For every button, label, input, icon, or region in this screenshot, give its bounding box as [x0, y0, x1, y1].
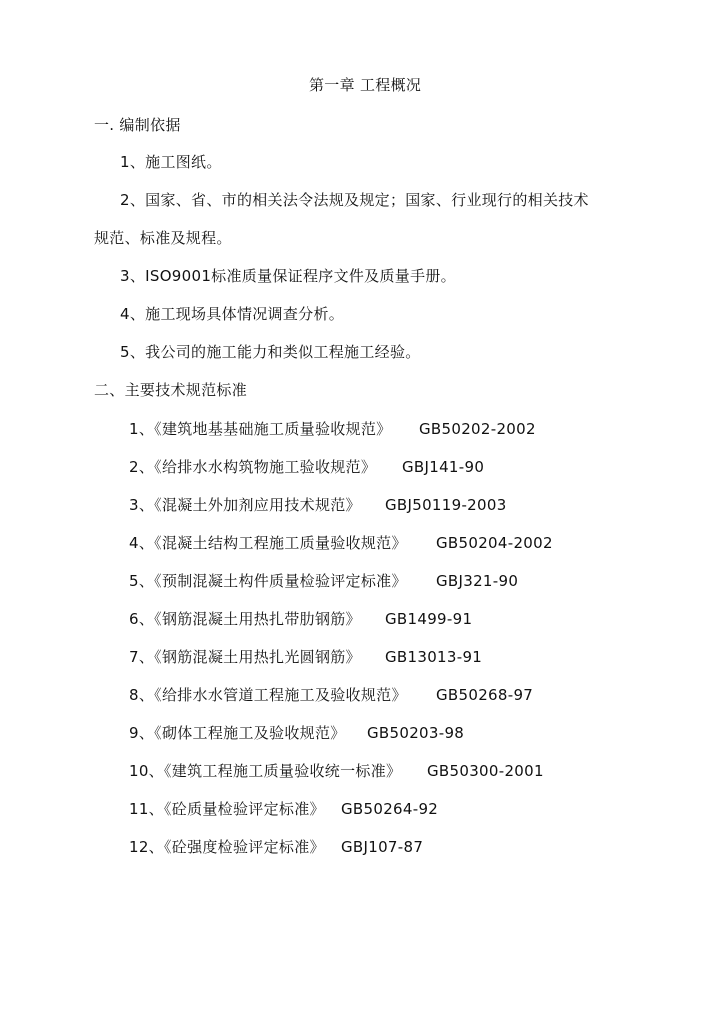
- standard-code: GBJ107-87: [341, 838, 424, 856]
- chapter-title: 第一章 工程概况: [309, 76, 422, 94]
- standard-name: 3、《混凝土外加剂应用技术规范》: [129, 496, 361, 514]
- standard-code: GB50202-2002: [419, 420, 536, 438]
- standard-code: GB50264-92: [341, 800, 439, 818]
- basis-item-continuation: 规范、标准及规程。: [94, 229, 232, 247]
- standard-row: [129, 457, 485, 477]
- standard-code: GB50300-2001: [427, 762, 544, 780]
- standard-code: GB1499-91: [385, 610, 473, 628]
- standard-name: 9、《砌体工程施工及验收规范》: [129, 724, 346, 742]
- standard-row: [129, 495, 507, 515]
- standard-row: [129, 647, 483, 667]
- standard-code: GB50268-97: [436, 686, 534, 704]
- standard-code: GB50204-2002: [436, 534, 553, 552]
- standard-row: [129, 761, 544, 781]
- standard-row: [129, 799, 439, 819]
- standard-row: [129, 837, 424, 857]
- standard-code: GBJ321-90: [436, 572, 519, 590]
- standard-code: GB13013-91: [385, 648, 483, 666]
- basis-item: 3、ISO9001标准质量保证程序文件及质量手册。: [120, 267, 456, 285]
- basis-item: 4、施工现场具体情况调查分析。: [120, 305, 345, 323]
- standard-name: 1、《建筑地基基础施工质量验收规范》: [129, 420, 392, 438]
- basis-item: 1、施工图纸。: [120, 153, 222, 171]
- standard-name: 6、《钢筋混凝土用热扎带肋钢筋》: [129, 610, 361, 628]
- standard-code: GB50203-98: [367, 724, 465, 742]
- standard-row: [129, 723, 465, 743]
- standard-name: 12、《砼强度检验评定标准》: [129, 838, 325, 856]
- standard-row: [129, 609, 473, 629]
- standard-row: [129, 685, 534, 705]
- standard-name: 7、《钢筋混凝土用热扎光圆钢筋》: [129, 648, 361, 666]
- basis-item: 2、国家、省、市的相关法令法规及规定；国家、行业现行的相关技术: [120, 191, 589, 209]
- standard-name: 4、《混凝土结构工程施工质量验收规范》: [129, 534, 407, 552]
- standard-name: 5、《预制混凝土构件质量检验评定标准》: [129, 572, 407, 590]
- section-heading-standards: 二、主要技术规范标准: [94, 381, 248, 399]
- standard-row: [129, 419, 536, 439]
- basis-item: 5、我公司的施工能力和类似工程施工经验。: [120, 343, 421, 361]
- standard-row: [129, 533, 553, 553]
- standard-row: [129, 571, 519, 591]
- standard-name: 2、《给排水水构筑物施工验收规范》: [129, 458, 377, 476]
- standard-name: 8、《给排水水管道工程施工及验收规范》: [129, 686, 407, 704]
- standard-code: GBJ141-90: [402, 458, 485, 476]
- standard-name: 11、《砼质量检验评定标准》: [129, 800, 325, 818]
- standard-name: 10、《建筑工程施工质量验收统一标准》: [129, 762, 402, 780]
- standard-code: GBJ50119-2003: [385, 496, 507, 514]
- section-heading-basis: 一. 编制依据: [94, 116, 181, 134]
